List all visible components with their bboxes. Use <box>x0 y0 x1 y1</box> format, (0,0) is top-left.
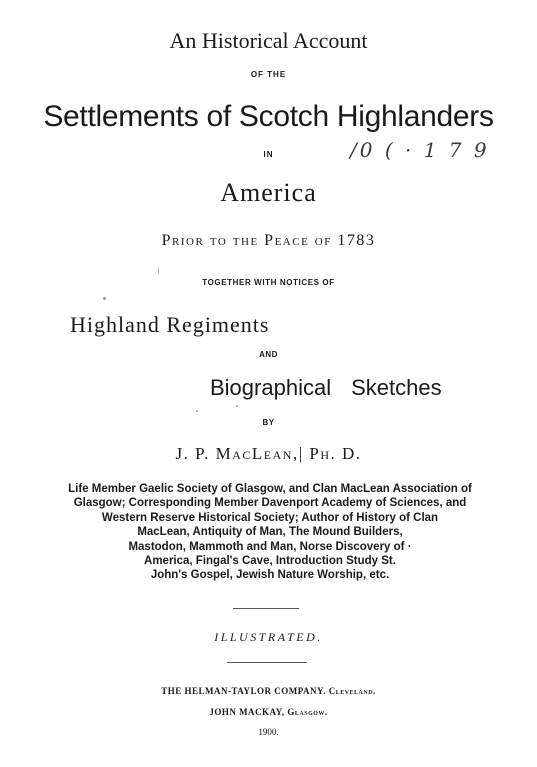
print-speck <box>103 297 106 300</box>
credentials-line: MacLean, Antiquity of Man, The Mound Builders, <box>137 526 403 539</box>
credentials-line: Life Member Gaelic Society of Glasgow, and Clan MacLean Association of <box>68 483 472 495</box>
author-credentials <box>30 482 510 583</box>
biographical-word: Biographical <box>210 375 332 400</box>
divider-bottom <box>227 662 307 663</box>
publisher-name: THE HELMAN-TAYLOR COMPANY. <box>161 686 326 696</box>
print-speck <box>158 268 159 274</box>
credentials-line: John's Gospel, Jewish Nature Worship, etc. <box>150 569 390 582</box>
and-label: AND <box>259 350 278 359</box>
period-subtitle: Prior to the Peace of 1783 <box>161 232 376 249</box>
divider-top <box>233 608 299 609</box>
together-label: TOGETHER WITH NOTICES OF <box>202 278 335 287</box>
print-speck <box>236 405 238 407</box>
credentials-line: America, Fingal's Cave, Introduction Study St. <box>144 555 396 568</box>
of-the-label: OF THE <box>250 70 287 79</box>
publication-year: 1900. <box>258 727 279 737</box>
america-title: America <box>220 178 317 207</box>
print-speck <box>196 410 198 412</box>
illustrated-label: ILLUSTRATED. <box>214 630 323 644</box>
publisher-line-1 <box>0 686 537 696</box>
credentials-line: Mastodon, Mammoth and Man, Norse Discovery of · <box>128 540 412 553</box>
handwritten-note: /0 ( · 1 7 9 <box>350 138 490 162</box>
title-line-historical-account: An Historical Account <box>169 28 368 53</box>
credentials-line: Western Reserve Historical Society; Author of History of Clan <box>101 511 439 524</box>
biographical-sketches-title <box>210 375 442 401</box>
in-label: IN <box>263 150 274 159</box>
sketches-word: Sketches <box>351 375 442 400</box>
highland-regiments-title: Highland Regiments <box>70 312 270 337</box>
main-title: Settlements of Scotch Highlanders <box>43 100 494 133</box>
publisher2-city: Glasgow. <box>287 707 328 717</box>
publisher-line-2 <box>0 707 537 717</box>
credentials-line: Glasgow; Corresponding Member Davenport Academy of Sciences, and <box>73 497 467 510</box>
publisher-city: Cleveland. <box>328 686 376 696</box>
author-name: J. P. MacLean,| Ph. D. <box>175 444 362 463</box>
by-label: BY <box>262 418 275 427</box>
publisher2-name: JOHN MACKAY, <box>209 707 285 717</box>
